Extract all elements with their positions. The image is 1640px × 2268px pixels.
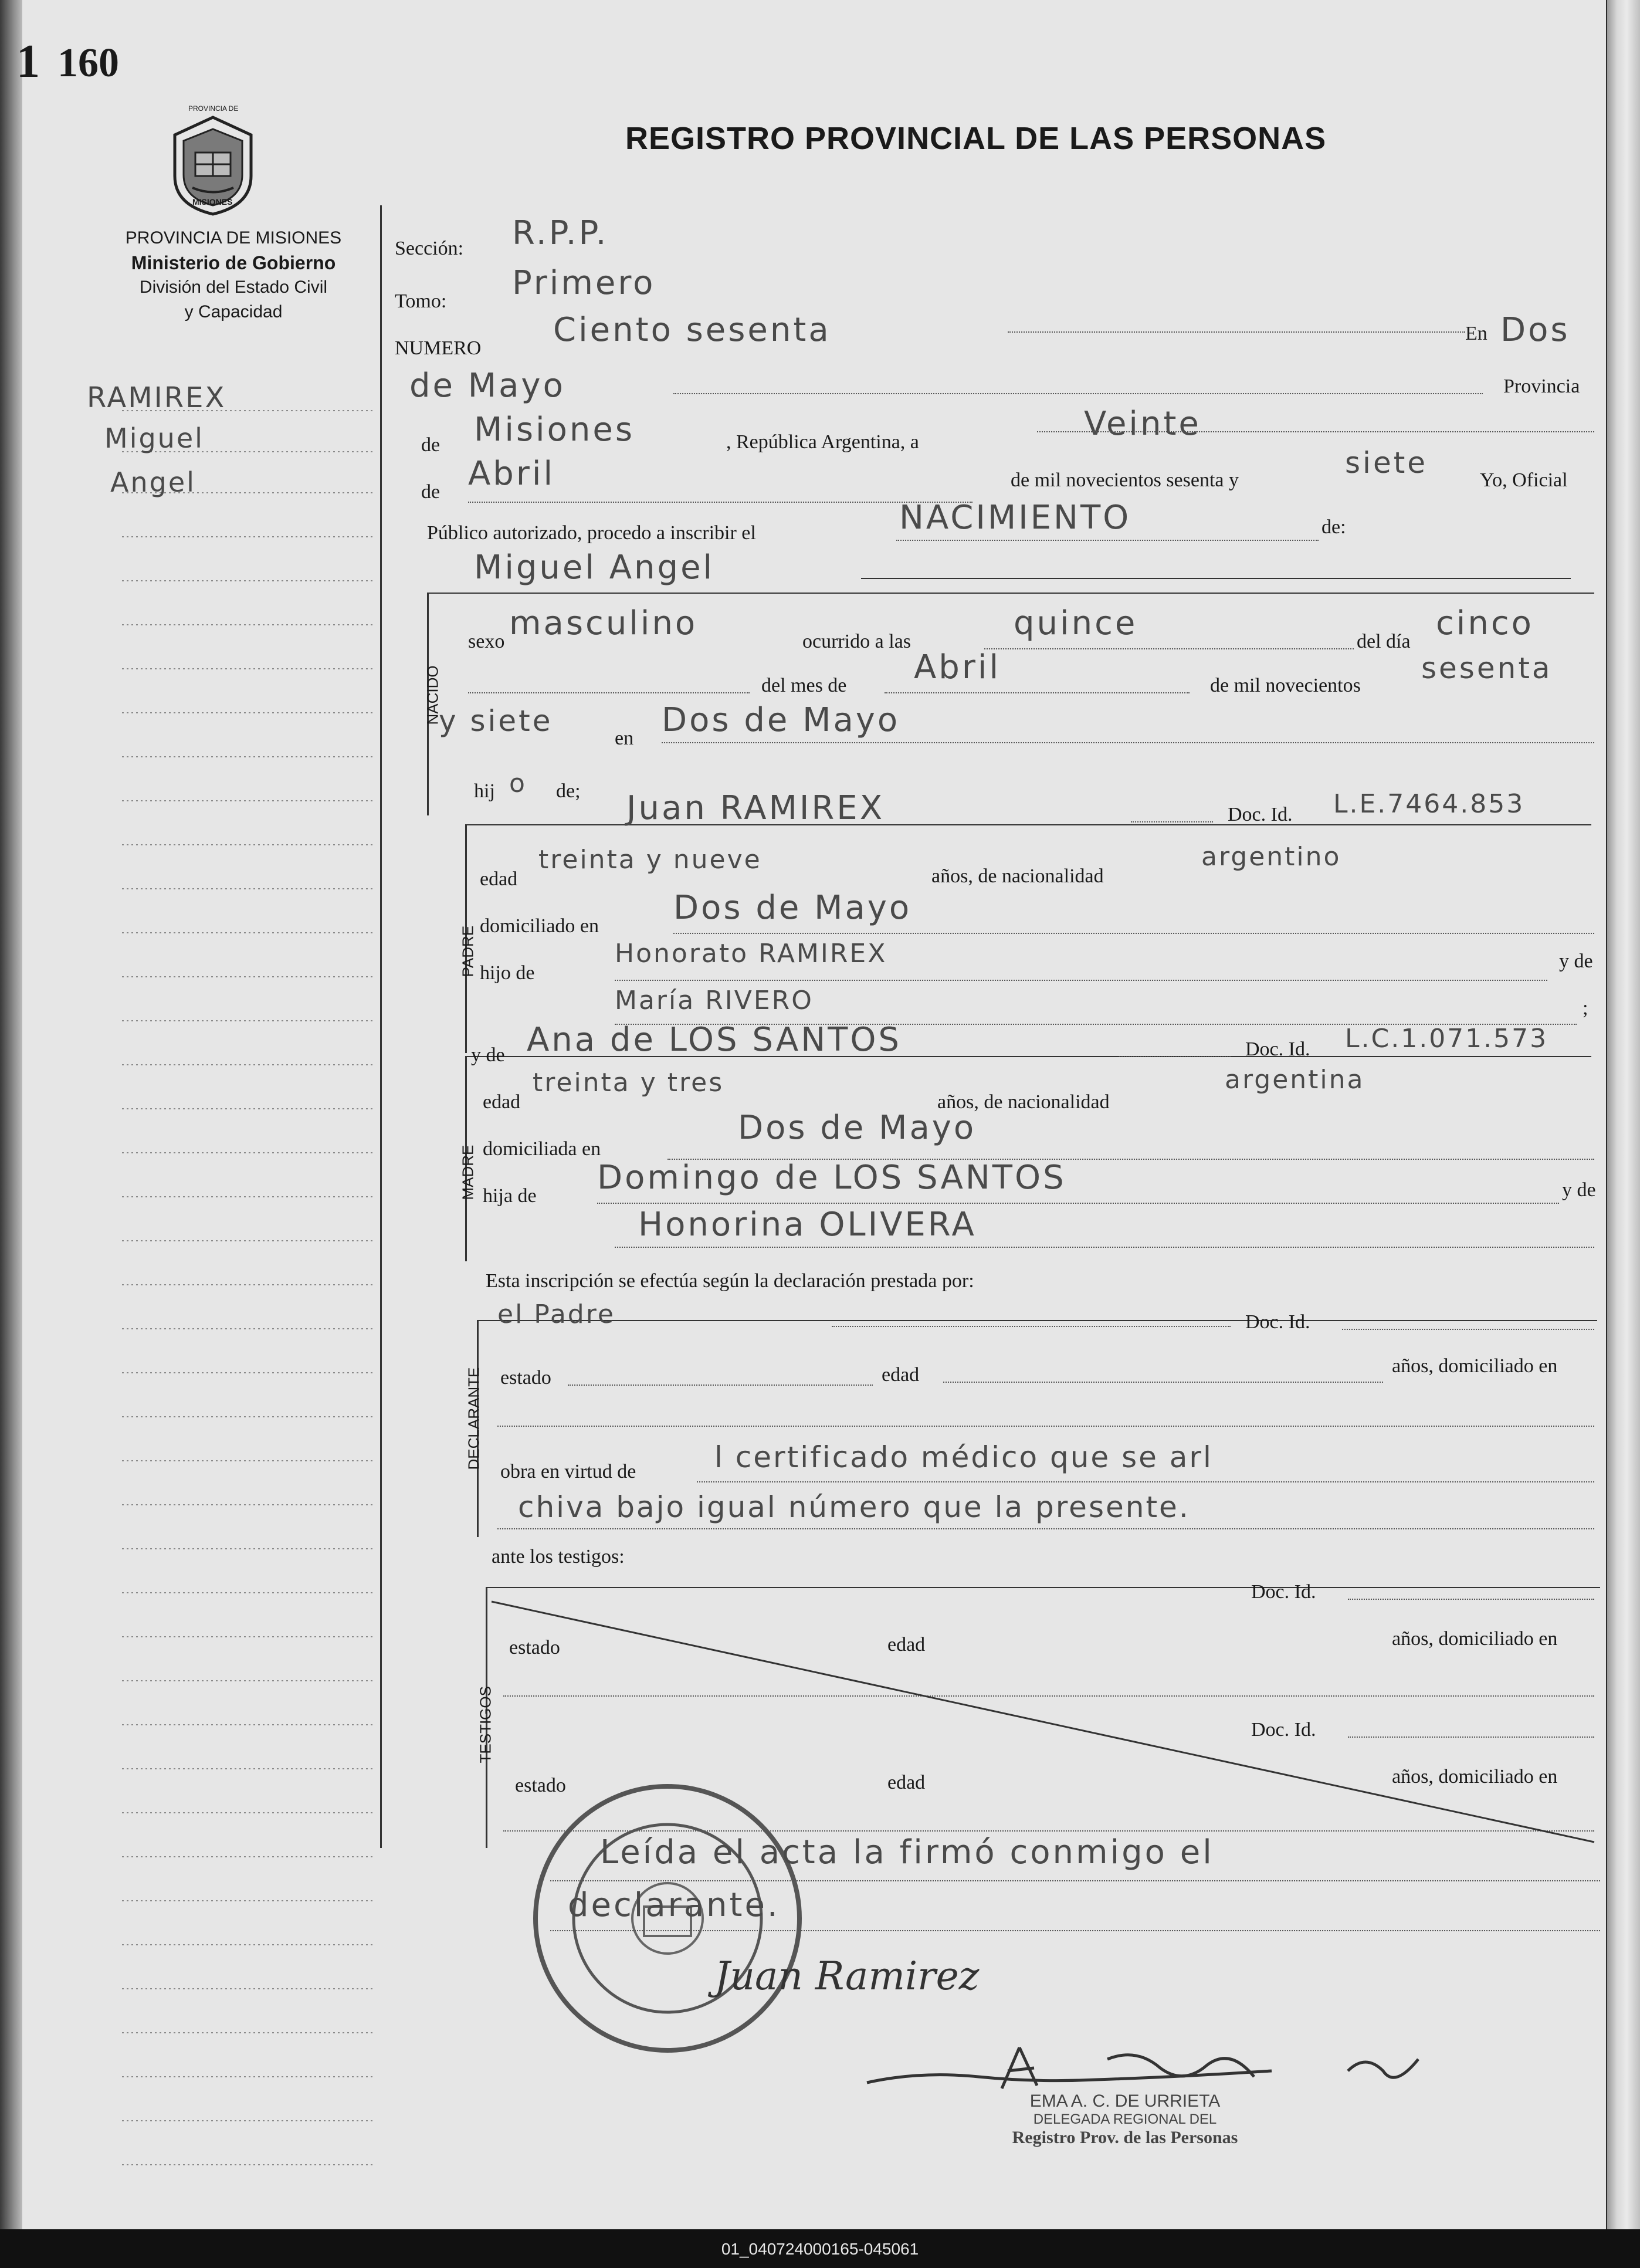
- provincia-label: Provincia: [1503, 375, 1580, 397]
- seccion-value: R.P.P.: [512, 214, 609, 252]
- mes-de-label: de: [421, 481, 441, 503]
- mes-line: [468, 502, 973, 503]
- acto-line: [896, 540, 1319, 541]
- numero-value: Ciento sesenta: [553, 311, 831, 349]
- republica-label: , República Argentina, a: [726, 431, 919, 453]
- de-label: de: [421, 434, 441, 456]
- obra-value: l certificado médico que se arl: [714, 1440, 1213, 1474]
- padre-y-de-label: y de: [1559, 950, 1593, 972]
- declarante-doc-line: [1342, 1329, 1594, 1330]
- abuelo-materno-line: [597, 1203, 1559, 1204]
- testigo2-edad-label: edad: [887, 1772, 926, 1793]
- obra-line: [697, 1481, 1594, 1482]
- hora-value: quince: [1014, 604, 1138, 642]
- madre-hija-label: hija de: [483, 1185, 537, 1207]
- padre-dom-value: Dos de Mayo: [673, 889, 912, 927]
- testigos-side-label: TESTIGOS: [476, 1686, 494, 1763]
- nacido-top-line: [427, 593, 1594, 594]
- del-dia-label: del día: [1357, 631, 1411, 652]
- obra-line2: [497, 1528, 1594, 1529]
- testigo2-anios-label: años, domiciliado en: [1392, 1766, 1558, 1788]
- ocurrido-label: ocurrido a las: [802, 631, 912, 652]
- nacido-side-label: NACIDO: [423, 665, 442, 725]
- declarante-signature: Juan Ramirez: [714, 1954, 980, 1999]
- padre-nac-value: argentino: [1201, 842, 1341, 872]
- padre-anios-label: años, de nacionalidad: [931, 865, 1104, 887]
- declarante-top-line: [477, 1320, 1597, 1321]
- authority-line3: División del Estado Civil: [139, 277, 328, 297]
- place-line: [673, 393, 1483, 394]
- form-left-border: [380, 205, 382, 1848]
- abuelo-paterno-value: Honorato RAMIREX: [615, 939, 887, 969]
- declarante-side-label: DECLARANTE: [465, 1367, 483, 1470]
- madre-dom-label: domiciliada en: [483, 1138, 601, 1160]
- en-label: En: [1465, 323, 1487, 344]
- madre-edad-value: treinta y tres: [533, 1068, 724, 1098]
- authority-line2: Ministerio de Gobierno: [131, 252, 336, 273]
- lugar-nac-line: [662, 742, 1594, 743]
- tomo-label: Tomo:: [395, 290, 447, 312]
- testigo1-edad-label: edad: [887, 1634, 926, 1656]
- del-mes-label: del mes de: [761, 675, 847, 696]
- declarante-dom-line: [497, 1426, 1594, 1427]
- hijo-suffix: o: [509, 769, 527, 798]
- mes-nac-line: [885, 692, 1190, 693]
- anio-value: siete: [1345, 446, 1428, 480]
- declarante-edad-label: edad: [882, 1364, 920, 1386]
- padre-semicolon: ;: [1583, 997, 1588, 1019]
- declarante-doc-label: Doc. Id.: [1245, 1311, 1310, 1333]
- numero-label: NUMERO: [395, 337, 482, 359]
- testigo2-doc-label: Doc. Id.: [1251, 1719, 1316, 1741]
- page-number: 160: [57, 40, 119, 86]
- margin-second-name: Angel: [110, 466, 196, 498]
- seccion-label: Sección:: [395, 238, 464, 259]
- padre-doc-label: Doc. Id.: [1228, 804, 1293, 825]
- madre-name-line: [1119, 1056, 1231, 1057]
- mil-novecientos-label: de mil novecientos sesenta y: [1011, 469, 1239, 491]
- declarante-name-line: [832, 1326, 1231, 1327]
- margin-first-name: Miguel: [104, 422, 204, 454]
- publico-label: Público autorizado, procedo a inscribir el: [427, 522, 756, 544]
- declarante-edad-line: [943, 1382, 1383, 1383]
- sexo-value: masculino: [509, 604, 698, 642]
- abuela-paterna-value: María RIVERO: [615, 986, 814, 1015]
- authority-line4: y Capacidad: [184, 302, 283, 321]
- declarante-anios-label: años, domiciliado en: [1392, 1355, 1558, 1377]
- provincia-value: Misiones: [474, 411, 635, 449]
- numero-line: [1008, 331, 1465, 333]
- hijo-de-label: de;: [556, 780, 581, 802]
- padre-name-value: Juan RAMIREX: [626, 789, 885, 827]
- testigo2-estado-label: estado: [515, 1775, 566, 1796]
- testigo1-estado-label: estado: [509, 1637, 560, 1658]
- next-page-edge: [1607, 0, 1640, 2229]
- madre-nac-value: argentina: [1225, 1065, 1365, 1095]
- padre-hijo-label: hijo de: [480, 962, 535, 984]
- abuela-materna-line: [615, 1247, 1594, 1248]
- closing-line1-rule: [550, 1880, 1600, 1881]
- anio-nac-value: sesenta: [1421, 651, 1553, 685]
- padre-dom-line: [673, 933, 1594, 934]
- declarante-name-value: el Padre: [497, 1299, 615, 1329]
- hijo-label: hij: [474, 780, 495, 802]
- padre-edad-value: treinta y nueve: [538, 845, 762, 875]
- seal-text: MISIONES: [192, 197, 233, 207]
- abuelo-materno-value: Domingo de LOS SANTOS: [597, 1159, 1066, 1197]
- en-nac-label: en: [615, 727, 634, 749]
- testigo1-doc-label: Doc. Id.: [1251, 1581, 1316, 1603]
- sexo-label: sexo: [468, 631, 505, 652]
- place-value: de Mayo: [409, 367, 565, 405]
- anio-nac-value2: y siete: [439, 704, 553, 738]
- madre-dom-value: Dos de Mayo: [738, 1109, 977, 1147]
- seal-top-text: PROVINCIA DE: [188, 104, 239, 113]
- testigos-top-line: [486, 1587, 1600, 1588]
- register-page: [16, 0, 1606, 2229]
- obra-value2: chiva bajo igual número que la presente.: [518, 1490, 1190, 1524]
- en-value: Dos: [1500, 311, 1570, 349]
- madre-anios-label: años, de nacionalidad: [937, 1091, 1110, 1113]
- declarante-estado-label: estado: [500, 1367, 551, 1389]
- child-name-line: [861, 578, 1571, 579]
- testigos-intro-label: ante los testigos:: [492, 1546, 625, 1568]
- official-stamp-line3: Registro Prov. de las Personas: [1012, 2128, 1238, 2147]
- yo-oficial-label: Yo, Oficial: [1480, 469, 1568, 491]
- dia-value: Veinte: [1084, 405, 1201, 443]
- official-stamp: [920, 2091, 1330, 2148]
- issuing-authority: [81, 226, 386, 324]
- madre-edad-label: edad: [483, 1091, 521, 1113]
- hora-line: [984, 648, 1354, 649]
- margin-ruled-area: [57, 381, 386, 2188]
- closing-line2-rule: [550, 1930, 1600, 1931]
- authority-line1: PROVINCIA DE MISIONES: [125, 228, 342, 248]
- lugar-nac-value: Dos de Mayo: [662, 701, 900, 739]
- dia-continued-line: [468, 692, 750, 693]
- de-colon-label: de:: [1322, 516, 1346, 538]
- declaracion-intro-label: Esta inscripción se efectúa según la declaración prestada por:: [486, 1270, 974, 1292]
- madre-side-label: MADRE: [459, 1145, 477, 1200]
- madre-name-value: Ana de LOS SANTOS: [527, 1021, 902, 1059]
- obra-label: obra en virtud de: [500, 1461, 636, 1482]
- dia-line: [1037, 431, 1594, 432]
- book-binding: [0, 0, 22, 2229]
- child-name-value: Miguel Angel: [474, 549, 715, 587]
- padre-doc-value: L.E.7464.853: [1333, 789, 1525, 819]
- closing-line1: Leída el acta la firmó conmigo el: [600, 1833, 1214, 1871]
- mes-value: Abril: [468, 455, 555, 493]
- margin-surname: RAMIREX: [87, 381, 226, 414]
- page-number-prefix: 1: [16, 36, 40, 87]
- madre-doc-value: L.C.1.071.573: [1345, 1024, 1548, 1054]
- padre-side-label: PADRE: [459, 925, 477, 977]
- madre-y-de-label: y de: [471, 1044, 505, 1066]
- madre-doc-label: Doc. Id.: [1245, 1038, 1310, 1060]
- declarante-estado-line: [568, 1385, 873, 1386]
- official-stamp-line2: DELEGADA REGIONAL DEL: [1033, 2111, 1217, 2127]
- mil-novecientos-nac-label: de mil novecientos: [1210, 675, 1361, 696]
- mes-nac-value: Abril: [914, 648, 1001, 686]
- abuela-materna-value: Honorina OLIVERA: [638, 1206, 977, 1244]
- tomo-value: Primero: [512, 264, 656, 302]
- madre-y-de-label2: y de: [1562, 1179, 1596, 1201]
- padre-dom-label: domiciliado en: [480, 915, 599, 937]
- official-stamp-line1: EMA A. C. DE URRIETA: [1029, 2091, 1221, 2111]
- padre-edad-label: edad: [480, 868, 518, 890]
- padre-name-line: [1131, 821, 1213, 822]
- page-title: REGISTRO PROVINCIAL DE LAS PERSONAS: [625, 121, 1327, 156]
- abuelo-paterno-line: [615, 980, 1547, 981]
- testigo1-anios-label: años, domiciliado en: [1392, 1628, 1558, 1650]
- image-identifier: 01_040724000165-045061: [721, 2240, 919, 2258]
- dia-nac-value: cinco: [1436, 604, 1534, 642]
- acto-value: NACIMIENTO: [899, 499, 1131, 537]
- closing-line2: declarante.: [568, 1886, 780, 1924]
